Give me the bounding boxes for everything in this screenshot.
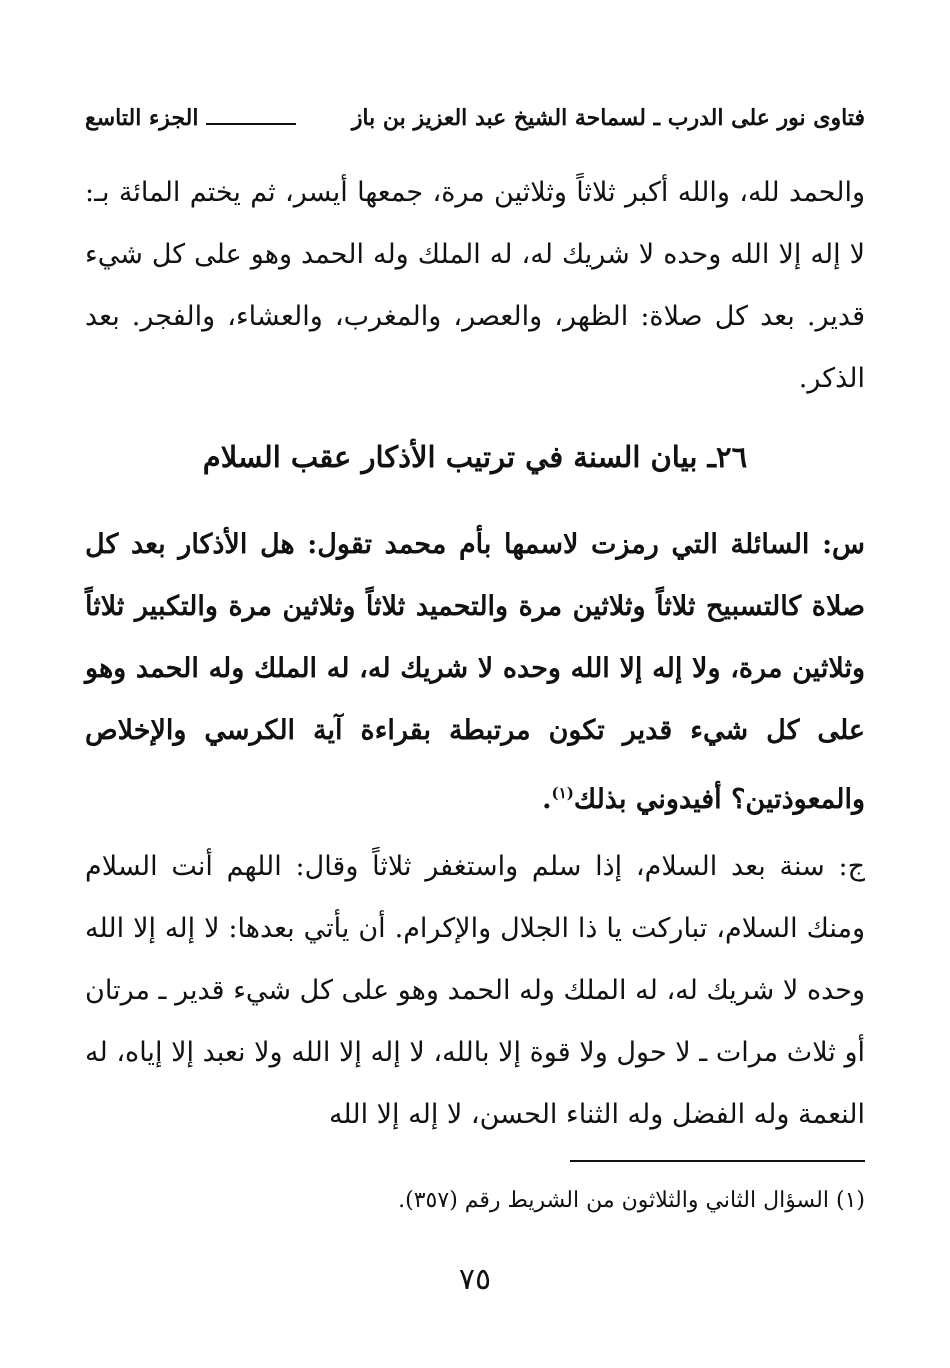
header-rule — [206, 123, 296, 125]
volume-label: الجزء التاسع — [85, 105, 199, 131]
question-text: س: السائلة التي رمزت لاسمها بأم محمد تقول: هل الأذكار بعد كل صلاة كالتسبيح ثلاثاً وثلاثين مرة والتحميد ثلاثاً وثلاثين مرة والتكبير ثلاثاً وثلاثين مرة، ولا إله إلا الله وحده لا شريك له، له الملك وله الحمد وهو على كل شيء قدير تكون مرتبطة بقراءة آية الكرسي والإخلاص والمعوذتين؟ أفيدوني بذلك — [85, 529, 865, 815]
footnote-divider — [570, 1160, 865, 1162]
answer-paragraph: ج: سنة بعد السلام، إذا سلم واستغفر ثلاثاً وقال: اللهم أنت السلام ومنك السلام، تباركت يا ذا الجلال والإكرام. أن يأتي بعدها: لا إله إلا الله وحده لا شريك له، له الملك وله الحمد وهو على كل شيء قدير ـ مرتان أو ثلاث مرات ـ لا حول ولا قوة إلا بالله، لا إله إلا الله ولا نعبد إلا إياه، له النعمة وله الفضل وله الثناء الحسن، لا إله إلا الله — [85, 851, 865, 1130]
intro-paragraph: والحمد لله، والله أكبر ثلاثاً وثلاثين مرة، جمعها أيسر، ثم يختم المائة بـ: لا إله إلا الله وحده لا شريك له، له الملك وله الحمد وهو على كل شيء قدير. بعد كل صلاة: الظهر، والعصر، والمغرب، والعشاء، والفجر. بعد الذكر. — [85, 177, 865, 394]
header-volume-group — [85, 105, 296, 131]
running-header — [85, 96, 865, 140]
question-end: . — [542, 784, 552, 815]
footnote: (١) السؤال الثاني والثلاثون من الشريط رقم (٣٥٧). — [398, 1188, 865, 1213]
question-paragraph — [85, 514, 865, 831]
page-number: ٧٥ — [458, 1262, 492, 1297]
section-title: ٢٦ـ بيان السنة في ترتيب الأذكار عقب السلام — [202, 440, 748, 474]
book-title: فتاوى نور على الدرب ـ لسماحة الشيخ عبد العزيز بن باز — [351, 105, 865, 131]
footnote-marker: (١) — [551, 784, 574, 802]
